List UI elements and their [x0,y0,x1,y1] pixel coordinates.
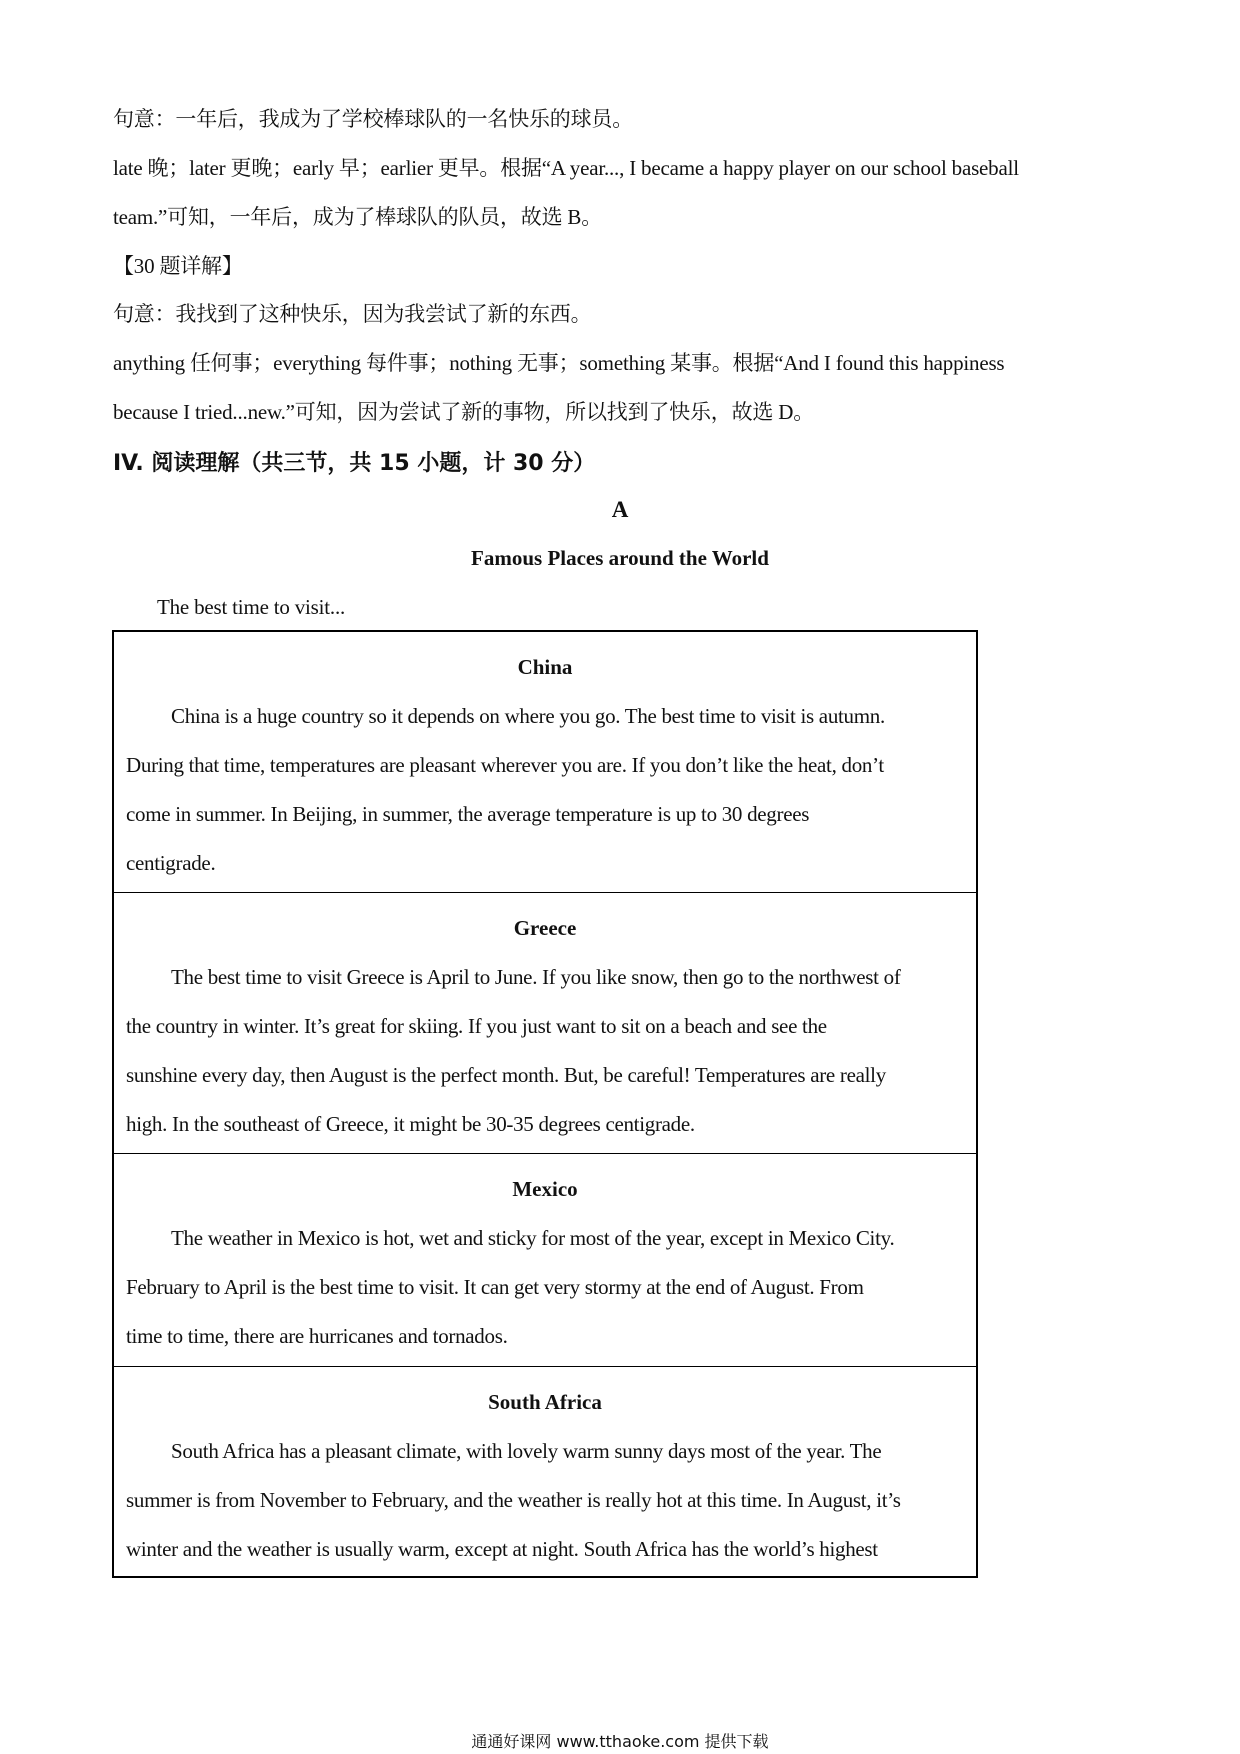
section-heading: IV. 阅读理解（共三节，共 15 小题，计 30 分） [113,451,596,476]
page-footer: 通通好课网 www.tthaoke.com 提供下载 [471,1732,769,1751]
countries-table [112,630,978,1578]
country-text-line: China is a huge country so it depends on where you go. The best time to visit is autumn. [171,704,885,728]
explanation-line: 句意：我找到了这种快乐，因为我尝试了新的东西。 [113,302,592,326]
country-text-line: centigrade. [126,851,216,875]
country-text-line: During that time, temperatures are pleasant wherever you are. If you don’t like the heat, don’t [126,753,884,777]
passage-letter: A [611,497,629,522]
country-text-line: The best time to visit Greece is April to June. If you like snow, then go to the northwest of [171,965,901,989]
question-30-header: 【30 题详解】 [113,254,243,278]
country-cell-mexico [114,1154,976,1367]
explanation-line: because I tried...new.”可知，因为尝试了新的事物，所以找到了快乐，故选 D。 [113,400,814,424]
country-text-line: time to time, there are hurricanes and tornados. [126,1324,508,1348]
country-text-line: summer is from November to February, and the weather is really hot at this time. In August, it’s [126,1488,901,1512]
country-cell-china [114,632,976,893]
country-text-line: come in summer. In Beijing, in summer, the average temperature is up to 30 degrees [126,802,810,826]
passage-title: Famous Places around the World [471,546,769,570]
explanation-line: 句意：一年后，我成为了学校棒球队的一名快乐的球员。 [113,107,633,131]
country-text-line: the country in winter. It’s great for skiing. If you just want to sit on a beach and see the [126,1014,827,1038]
country-text-line: high. In the southeast of Greece, it might be 30-35 degrees centigrade. [126,1112,695,1136]
explanation-line: late 晚；later 更晚；early 早；earlier 更早。根据“A year..., I became a happy player on our school baseball [113,156,1019,180]
country-name: South Africa [488,1390,602,1414]
explanation-line: team.”可知，一年后，成为了棒球队的队员，故选 B。 [113,205,603,229]
country-text-line: The weather in Mexico is hot, wet and sticky for most of the year, except in Mexico City. [171,1226,895,1250]
country-cell-south-africa [114,1367,976,1576]
country-name: China [517,655,573,679]
explanation-line: anything 任何事；everything 每件事；nothing 无事；something 某事。根据“And I found this happiness [113,351,1005,375]
country-text-line: February to April is the best time to visit. It can get very stormy at the end of August. From [126,1275,864,1299]
country-name: Mexico [512,1177,578,1201]
country-cell-greece [114,893,976,1154]
country-name: Greece [513,916,577,940]
country-text-line: winter and the weather is usually warm, except at night. South Africa has the world’s highest [126,1537,878,1561]
lead-in-text: The best time to visit... [157,595,346,619]
country-text-line: South Africa has a pleasant climate, with lovely warm sunny days most of the year. The [171,1439,882,1463]
country-text-line: sunshine every day, then August is the perfect month. But, be careful! Temperatures are really [126,1063,886,1087]
